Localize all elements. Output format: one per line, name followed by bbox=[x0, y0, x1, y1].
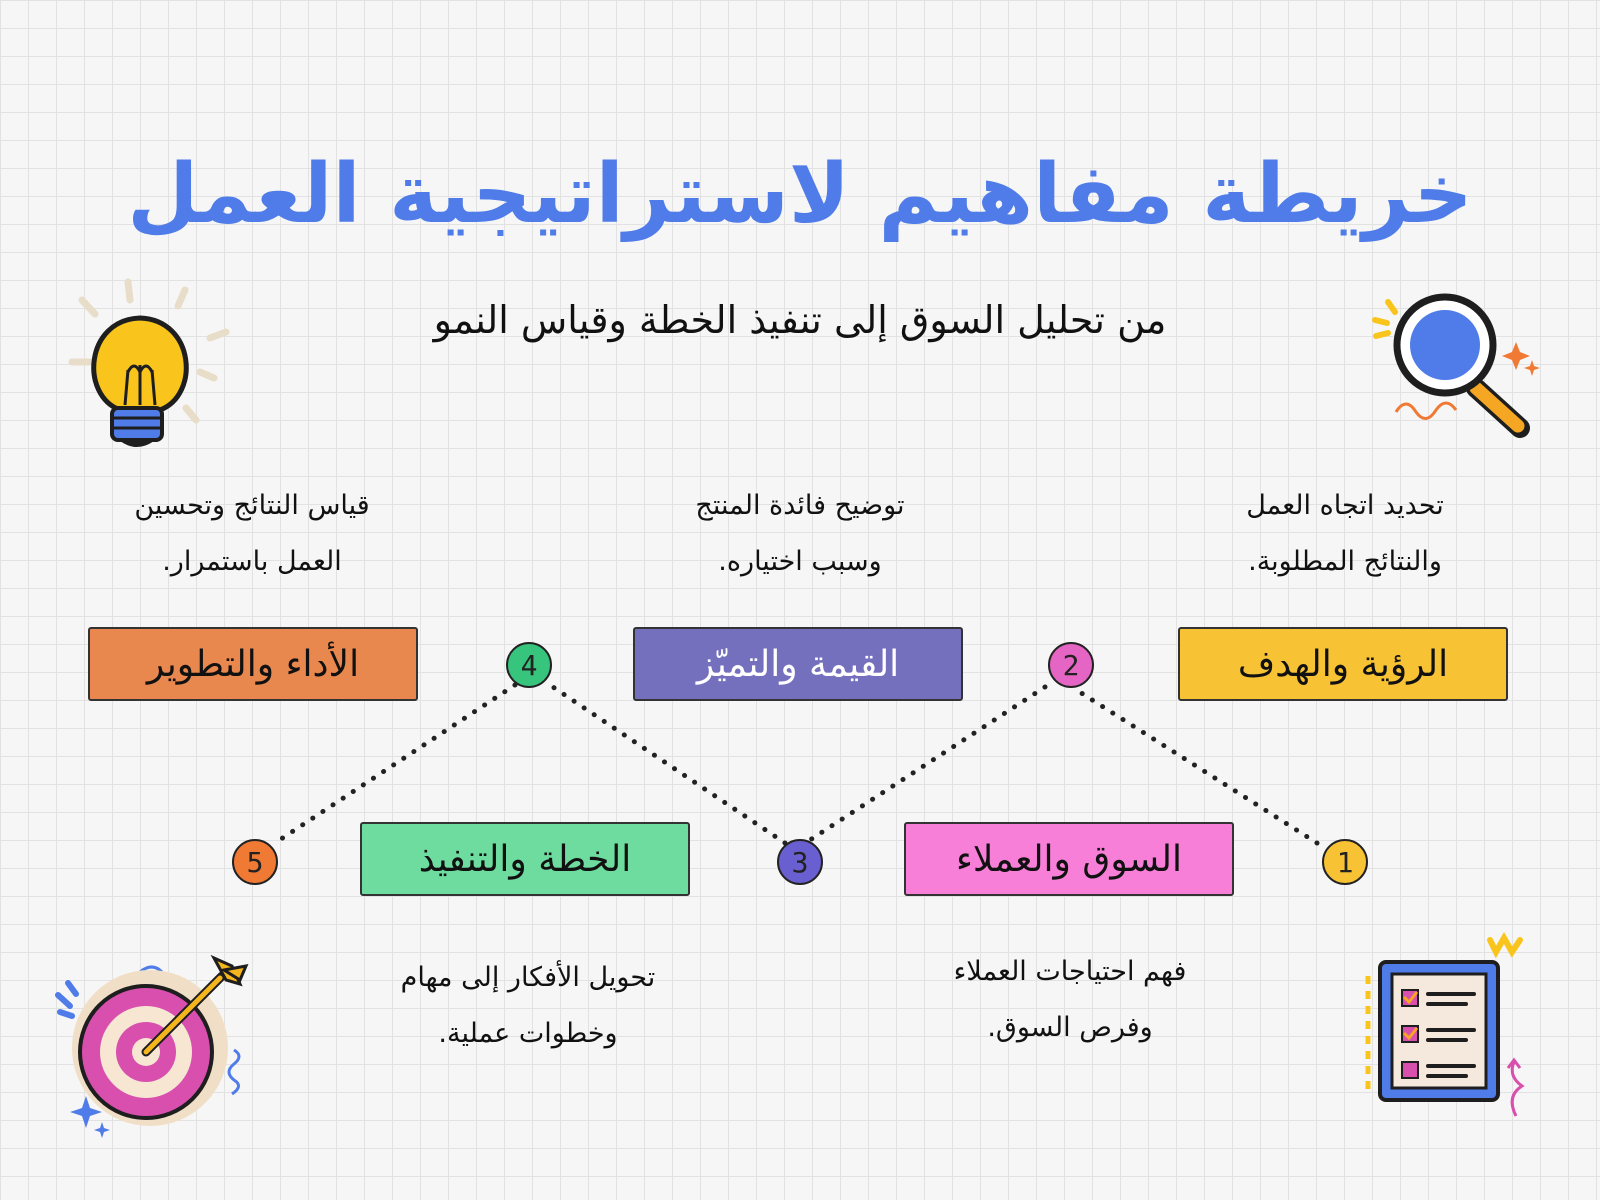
step-1-description bbox=[1145, 478, 1545, 590]
step-3-desc-line2: وسبب اختياره. bbox=[718, 546, 882, 577]
page-title: خريطة مفاهيم لاستراتيجية العمل bbox=[127, 147, 1473, 242]
connector-4-5 bbox=[275, 685, 515, 843]
step-4-desc-line2: وخطوات عملية. bbox=[438, 1018, 618, 1049]
step-4-description bbox=[328, 950, 728, 1062]
connector-1-2 bbox=[1075, 689, 1317, 843]
step-5-description bbox=[52, 478, 452, 590]
step-4-desc-line1: تحويل الأفكار إلى مهام bbox=[400, 962, 656, 993]
step-3-description bbox=[600, 478, 1000, 590]
step-5-box bbox=[88, 627, 418, 701]
step-2-desc-line2: وفرص السوق. bbox=[987, 1012, 1153, 1043]
step-1-desc-line2: والنتائج المطلوبة. bbox=[1248, 546, 1442, 577]
step-1-number: 1 bbox=[1322, 839, 1368, 885]
step-3-desc-line1: توضيح فائدة المنتج bbox=[695, 490, 905, 521]
step-5-number: 5 bbox=[232, 839, 278, 885]
step-5-desc-line2: العمل باستمرار. bbox=[162, 546, 342, 577]
step-5-desc-line1: قياس النتائج وتحسين bbox=[134, 490, 370, 521]
step-2-description bbox=[870, 944, 1270, 1056]
step-1-label: الرؤية والهدف bbox=[1237, 643, 1449, 685]
step-4-box bbox=[360, 822, 690, 896]
step-1-box bbox=[1178, 627, 1508, 701]
step-5-label: الأداء والتطوير bbox=[146, 643, 360, 685]
connector-2-3 bbox=[810, 687, 1045, 840]
page-subtitle: من تحليل السوق إلى تنفيذ الخطة وقياس النمو bbox=[433, 298, 1167, 342]
step-4-label: الخطة والتنفيذ bbox=[418, 838, 632, 880]
step-2-label: السوق والعملاء bbox=[956, 838, 1183, 880]
connector-3-4 bbox=[553, 687, 785, 843]
step-3-label: القيمة والتميّز bbox=[696, 643, 900, 685]
step-4-number: 4 bbox=[506, 642, 552, 688]
step-3-box bbox=[633, 627, 963, 701]
step-2-desc-line1: فهم احتياجات العملاء bbox=[953, 956, 1187, 987]
step-2-number: 2 bbox=[1048, 642, 1094, 688]
step-2-box bbox=[904, 822, 1234, 896]
step-3-number: 3 bbox=[777, 839, 823, 885]
step-1-desc-line1: تحديد اتجاه العمل bbox=[1246, 490, 1444, 521]
